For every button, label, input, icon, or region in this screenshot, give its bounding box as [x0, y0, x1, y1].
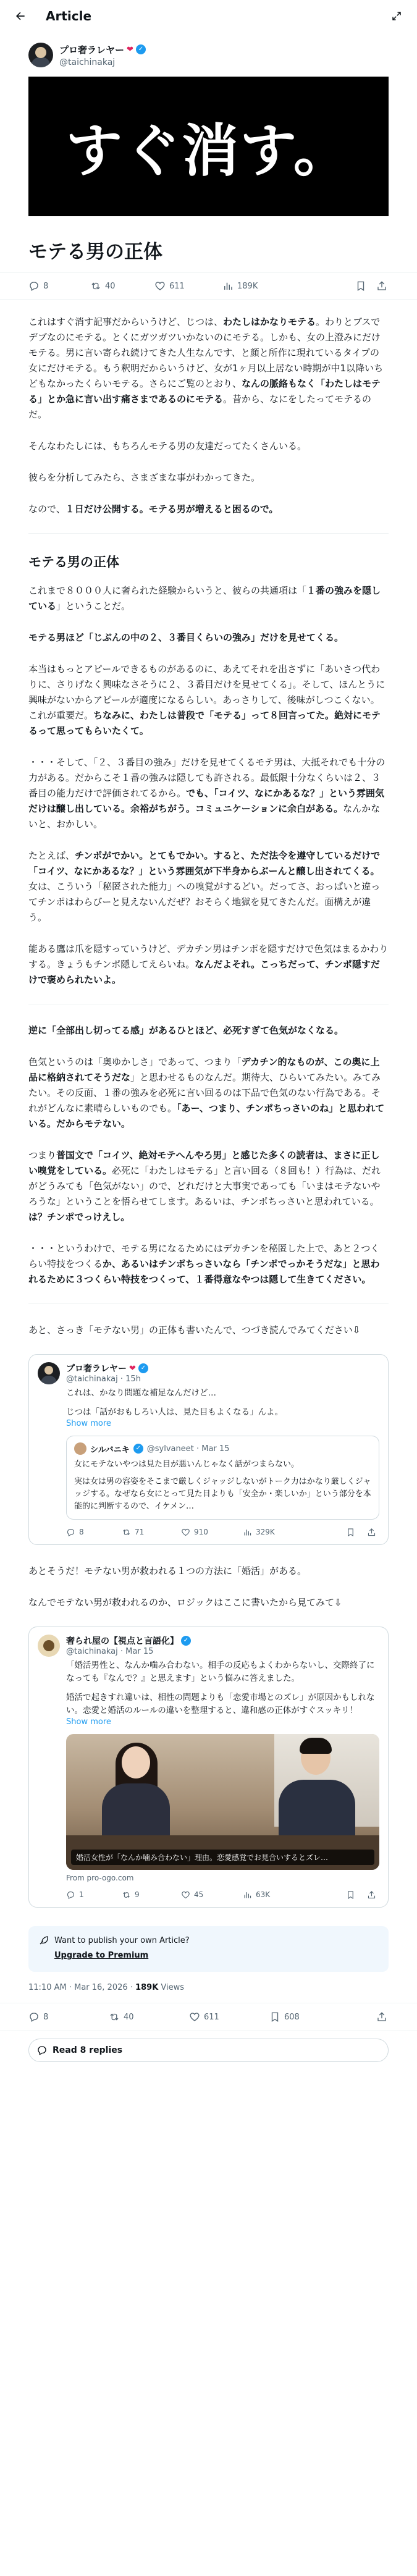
embed-text-line: じつは「話がおもしろい人は、見た目もよくなる」んよ。 [66, 1407, 283, 1417]
bold-text: ちなみに、わたしは普段で「モテる」って８回言ってた。絶対にモテるって思ってもらいたくて。 [28, 710, 381, 736]
author-avatar[interactable] [28, 43, 53, 67]
repost-icon [90, 280, 101, 292]
text-run: 。わりとブスでデブなのにモテる。とくにガツガツいかないのにモテる。しかも、女の上澄みにだけモテる。男に言い寄られ続けてきた人生なんです、と顔と所作に現れているタイプの女にだけモテる。もう釈明だからいうけど、女が1ヶ月以上居ない時期が中1以降いちどもなかったくらいモテる。さらにご覧のとおり、 [28, 316, 384, 389]
share-button[interactable] [376, 2011, 389, 2022]
article-paragraph [28, 1054, 389, 1132]
bold-text: でも、「コイツ、なにかあるな？」という雰囲気だけは醸し出している。余裕がちがう。コミュニケーションに余白がある。 [28, 788, 385, 814]
article-paragraph [28, 314, 389, 423]
heart-icon: ❤ [129, 1363, 136, 1373]
text-run: つまり [28, 1150, 57, 1161]
bar-chart-icon [243, 1528, 252, 1537]
man-figure [270, 1740, 363, 1845]
expand-icon [391, 11, 402, 22]
like-count: 611 [169, 281, 185, 291]
like-button[interactable] [181, 1528, 243, 1537]
bold-text: わたしはかなりモテる [223, 316, 316, 327]
embed-action-bar [66, 1882, 379, 1907]
article-paragraph [28, 1148, 389, 1225]
article-paragraph [28, 1023, 389, 1038]
section-a [28, 583, 389, 988]
back-button[interactable] [10, 6, 31, 27]
link-card-caption: 婚活女性が「なんか噛み合わない」理由。恋愛感覚でお見合いするとズレ… [71, 1850, 374, 1865]
bar-chart-icon [222, 280, 234, 292]
heart-icon: ❤ [127, 44, 133, 54]
views-count: 189K [237, 281, 258, 291]
verified-badge-icon: ✓ [136, 44, 146, 54]
bold-text: チンポがでかい。とてもでかい。すると、ただ法令を遵守しているだけで「コイツ、なにかあるな？」という雰囲気が下半身からぶーんと醸し出されてくる。 [28, 850, 381, 877]
bookmark-icon [346, 1528, 355, 1537]
bookmark-icon [346, 1890, 355, 1900]
top-bar [0, 0, 417, 32]
quill-icon [38, 1935, 49, 1946]
section-heading: モテる男の正体 [28, 555, 119, 570]
text-run: これまで８０００人に奢られた経験からいうと、彼らの共通項は「 [28, 585, 307, 596]
reply-button[interactable] [28, 280, 90, 292]
article-paragraph [28, 755, 389, 832]
view-count-total: 189K [135, 1983, 159, 1992]
embed-text-line: 婚活で起きすれ違いは、相性の問題よりも「恋愛市場とのズレ」が原因かもしれない。恋愛と婚活のルールの違いを整理すると、違和感の正体がすぐスッキリ！ [66, 1693, 375, 1715]
bookmark-button[interactable] [346, 1890, 367, 1900]
quote-author-handle: @sylvaneet · Mar 15 [146, 1444, 230, 1454]
heart-outline-icon [189, 2011, 200, 2022]
text-run: 」と思わせるものなんだ。期待大、ひらいてみたい。みてみたい。その反面、１番の強みを必死に言い回るのは下品で色気のない行為である。それがどんなに素晴らしいものでも。 [28, 1072, 381, 1114]
heart-outline-icon [181, 1528, 190, 1537]
cover-text: すぐ消す。 [65, 118, 352, 184]
reply-icon [66, 1528, 75, 1537]
bookmark-button[interactable] [355, 280, 376, 292]
repost-button[interactable] [90, 280, 154, 292]
text-run: ・・・そして、「２、３番目の強み」だけを見せてくるモテ男は、大抵それでも十分の力がある。だからこそ１番の強みは隠しても許される。最低限十分なくらいは２、３番目の能力だけで評価されてるから。 [28, 757, 385, 799]
article-paragraph [28, 502, 389, 517]
reply-icon [66, 1890, 75, 1900]
article-paragraph [28, 662, 389, 739]
reply-count: 8 [43, 2012, 49, 2022]
embed-text-line: 「婚活男性と、なんか噛み合わない。相手の反応もよくわからないし、交際終了になっても『なんで？』と思えます」という悩みに答えました。 [66, 1661, 375, 1683]
article-paragraph [28, 1564, 389, 1579]
text-run: なので、 [28, 503, 65, 515]
bar-chart-icon [243, 1890, 252, 1900]
repost-icon [122, 1890, 131, 1900]
text-run: あと、さっき「モテない男」の正体も書いたんで、つづき読んでみてください⇩ [28, 1324, 361, 1336]
article-paragraph [28, 1241, 389, 1287]
embed-author-handle[interactable]: @taichinakaj · Mar 15 [66, 1647, 154, 1656]
quote-text: 女にモテないやつは見た目が悪いんじゃなく話がつまらない。 [74, 1460, 300, 1469]
like-count: 45 [194, 1890, 204, 1899]
share-button[interactable] [376, 280, 389, 292]
embed-author-name[interactable]: 奢られ屋の【視点と言語化】 [66, 1636, 179, 1646]
bold-text: なんだよそれ。こっちだって、チンポ隠すだけで褒められたいよ。 [28, 959, 380, 985]
divider [28, 533, 389, 534]
post-timestamp [0, 1972, 417, 2000]
reply-icon [36, 2045, 48, 2056]
reply-icon [28, 280, 40, 292]
reply-count: 1 [79, 1890, 84, 1899]
views-button[interactable] [243, 1528, 298, 1537]
show-more-link[interactable]: Show more [66, 1717, 111, 1727]
author-display-name[interactable] [59, 43, 146, 56]
text-run: ・・・というわけで、モテる男になるためにはデカチンを秘匿した上で、あと２つくらい特技をつくる [28, 1243, 380, 1269]
page-title: Article [46, 9, 92, 23]
upgrade-premium-link[interactable]: Upgrade to Premium [54, 1951, 149, 1960]
bookmark-icon [269, 2011, 280, 2022]
embed-action-bar [66, 1520, 379, 1544]
text-run: 色気というのは「奥ゆかしさ」であって、つまり「 [28, 1056, 242, 1067]
like-count: 910 [194, 1528, 208, 1536]
bookmark-button[interactable] [346, 1528, 367, 1537]
lead-in-3 [28, 1595, 389, 1610]
link-card-image[interactable] [66, 1734, 379, 1870]
views-button[interactable] [222, 280, 284, 292]
bold-text: 逆に「全部出し切ってる感」があるひとほど、必死すぎて色気がなくなる。 [28, 1025, 344, 1036]
expand-button[interactable] [386, 6, 407, 27]
article-title: モテる男の正体 [28, 241, 162, 263]
bookmark-button[interactable] [269, 2011, 350, 2022]
views-count: 329K [256, 1528, 275, 1536]
quote-avatar [74, 1442, 86, 1455]
reply-button[interactable] [66, 1890, 122, 1900]
bold-text: １日だけ公開する。モテる男が増えると困るので。 [65, 503, 279, 515]
verified-badge-icon: ✓ [181, 1636, 191, 1646]
quote-text: 実は女は男の容姿をそこまで厳しくジャッジしないがトーク力はかなり厳しくジャッジする。なぜなら女にとって見た目よりも「安全か・楽しいか」という部分を本能的に判断するので、イケメン… [74, 1477, 371, 1511]
text-run: 。昔から、なにをしたってモテるのだ。 [28, 394, 372, 420]
link-source[interactable]: From pro-ogo.com [66, 1874, 134, 1882]
timestamp-text[interactable]: 11:10 AM · Mar 16, 2026 · [28, 1983, 136, 1992]
read-replies-button[interactable] [28, 2039, 389, 2062]
repost-icon [122, 1528, 131, 1537]
embed-avatar[interactable] [38, 1362, 60, 1384]
like-button[interactable] [154, 280, 222, 292]
embed-author-name[interactable]: プロ奢ラレヤー [66, 1364, 127, 1374]
article-paragraph [28, 1323, 389, 1338]
text-run: これはすぐ消す記事だからいうけど、じつは、 [28, 316, 224, 327]
text-run: なんかないと、おかしい。 [28, 803, 381, 830]
share-icon [367, 1528, 376, 1537]
bold-text: 普国文で「コイツ、絶対モテへんやろ男」と感じた多くの読者は、まさに正しい嗅覚をしている。 [28, 1150, 380, 1176]
text-run: 女は、こういう「秘匿された能力」への嗅覚がするどい。だってさ、おっぱいと違ってチンポはわらびーと見えないんだぜ？おそらく地獄を見てきたんだ。面構えが違う。 [28, 881, 381, 923]
woman-figure [91, 1746, 177, 1845]
reply-button[interactable] [28, 2011, 109, 2022]
article-paragraph [28, 1595, 389, 1610]
intro-section [28, 314, 389, 517]
article-paragraph [28, 848, 389, 925]
author-handle[interactable]: @taichinakaj [59, 57, 116, 67]
divider [28, 1303, 389, 1304]
reply-button[interactable] [66, 1528, 122, 1537]
footer-action-bar [0, 2003, 417, 2031]
article-paragraph [28, 583, 389, 614]
bold-text: か、あるいはチンポちっさいなら「チンポでっかそうだな」と思われるために３つくらい特技をつくって、１番得意なやつは隠して生きてください。 [28, 1258, 380, 1285]
embedded-post-2[interactable] [28, 1627, 389, 1908]
share-icon [376, 280, 387, 292]
repost-button[interactable] [122, 1890, 181, 1900]
cover-image[interactable] [28, 77, 389, 216]
text-run: たとえば、 [28, 850, 75, 861]
repost-icon [109, 2011, 120, 2022]
publish-question: Want to publish your own Article? [54, 1935, 190, 1945]
article-paragraph [28, 630, 389, 646]
repost-button[interactable] [122, 1528, 181, 1537]
quote-author-name: シルバニキ [90, 1445, 130, 1455]
bold-text: 「あー、つまり、チンポちっさいのね」と思われている。だからモテない。 [28, 1103, 385, 1129]
reply-count: 8 [43, 281, 49, 291]
reply-icon [28, 2011, 40, 2022]
show-more-link[interactable]: Show more [66, 1419, 111, 1428]
like-button[interactable] [181, 1890, 243, 1900]
text-run: 能ある鷹は爪を隠すっていうけど、デカチン男はチンポを隠すだけで色気はまるかわりする。きょうもチンポ隠してえらいね。 [28, 943, 389, 970]
views-label: Views [158, 1983, 185, 1992]
article-body [0, 300, 417, 1908]
verified-badge-icon: ✓ [133, 1444, 143, 1454]
action-bar [0, 272, 417, 300]
like-button[interactable] [189, 2011, 269, 2022]
share-button[interactable] [367, 1528, 379, 1537]
article-paragraph [28, 941, 389, 988]
lead-in-1 [28, 1323, 389, 1338]
bookmark-icon [355, 280, 366, 292]
quoted-post[interactable] [66, 1436, 379, 1520]
text-run: 本当はもっとアピールできるものがあるのに、あえてそれを出さずに「あいさつ代わりに、さりげなく興味なさそうに２、３番目だけを見せてくる」。そして、ほんとうに興味がないからアピールが適度になるらしい。あっさりして、後味がしつこくない。これが重要だ。 [28, 663, 385, 721]
embed-author-handle[interactable]: @taichinakaj · 15h [66, 1374, 141, 1384]
bold-text: モテる男ほど「じぶんの中の２、３番目くらいの強み」だけを見せてくる。 [28, 632, 344, 643]
embed-text [66, 1659, 379, 1717]
author-row[interactable] [0, 32, 417, 72]
views-count: 63K [256, 1890, 271, 1899]
arrow-left-icon [14, 10, 27, 22]
repost-count: 71 [135, 1528, 145, 1536]
repost-button[interactable] [109, 2011, 189, 2022]
bookmark-count: 608 [284, 2012, 300, 2022]
share-icon [367, 1890, 376, 1900]
author-name-text: プロ奢ラレヤー [59, 44, 125, 56]
bold-text: デカチン的なものが、この奥に上品に格納されてそうだな [28, 1056, 380, 1083]
share-icon [376, 2011, 387, 2022]
repost-count: 40 [105, 281, 116, 291]
article-paragraph [28, 439, 389, 454]
reply-count: 8 [79, 1528, 84, 1536]
heart-outline-icon [154, 280, 166, 292]
embed-text [66, 1387, 379, 1419]
text-run: そんなわたしには、もちろんモテる男の友達だってたくさんいる。 [28, 440, 307, 452]
verified-badge-icon: ✓ [138, 1363, 148, 1373]
views-button[interactable] [243, 1890, 298, 1900]
article-paragraph [28, 470, 389, 486]
text-run: 必死に「わたしはモテる」と言い回る（８回も！）行為は、だれがどうみても「色気がない」ので、どれだけと大事実であっても「いまはモテないやろうな」ということを悟らせてします。あるいは、チンポちっさいと思われている。 [28, 1165, 381, 1207]
text-run: 」ということだ。 [56, 600, 131, 612]
embedded-post-1[interactable] [28, 1354, 389, 1545]
text-run: なんでモテない男が救われるのか、ロジックはここに書いたから見てみて⇩ [28, 1597, 342, 1608]
publish-article-promo [28, 1926, 389, 1972]
like-count: 611 [204, 2012, 219, 2022]
bold-text: １番の強みを隠している [28, 585, 381, 612]
embed-text-line: これは、かなり問題な補足なんだけど… [66, 1388, 216, 1398]
text-run: あとそうだ！モテない男が救われる１つの方法に「婚活」がある。 [28, 1565, 307, 1576]
text-run: 彼らを分析してみたら、さまざまな事がわかってきた。 [28, 472, 261, 483]
heart-outline-icon [181, 1890, 190, 1900]
section-b [28, 1023, 389, 1287]
bold-text: は？チンポでっけえし。 [28, 1211, 130, 1223]
embed-avatar[interactable] [38, 1635, 60, 1657]
bold-text: なんの脈絡もなく「わたしはモテる」とか急に言い出す痛さまであるのにモテる [28, 378, 381, 405]
lead-in-2 [28, 1564, 389, 1579]
read-replies-label: Read 8 replies [53, 2045, 123, 2055]
repost-count: 40 [124, 2012, 134, 2022]
repost-count: 9 [135, 1890, 140, 1899]
share-button[interactable] [367, 1890, 379, 1900]
